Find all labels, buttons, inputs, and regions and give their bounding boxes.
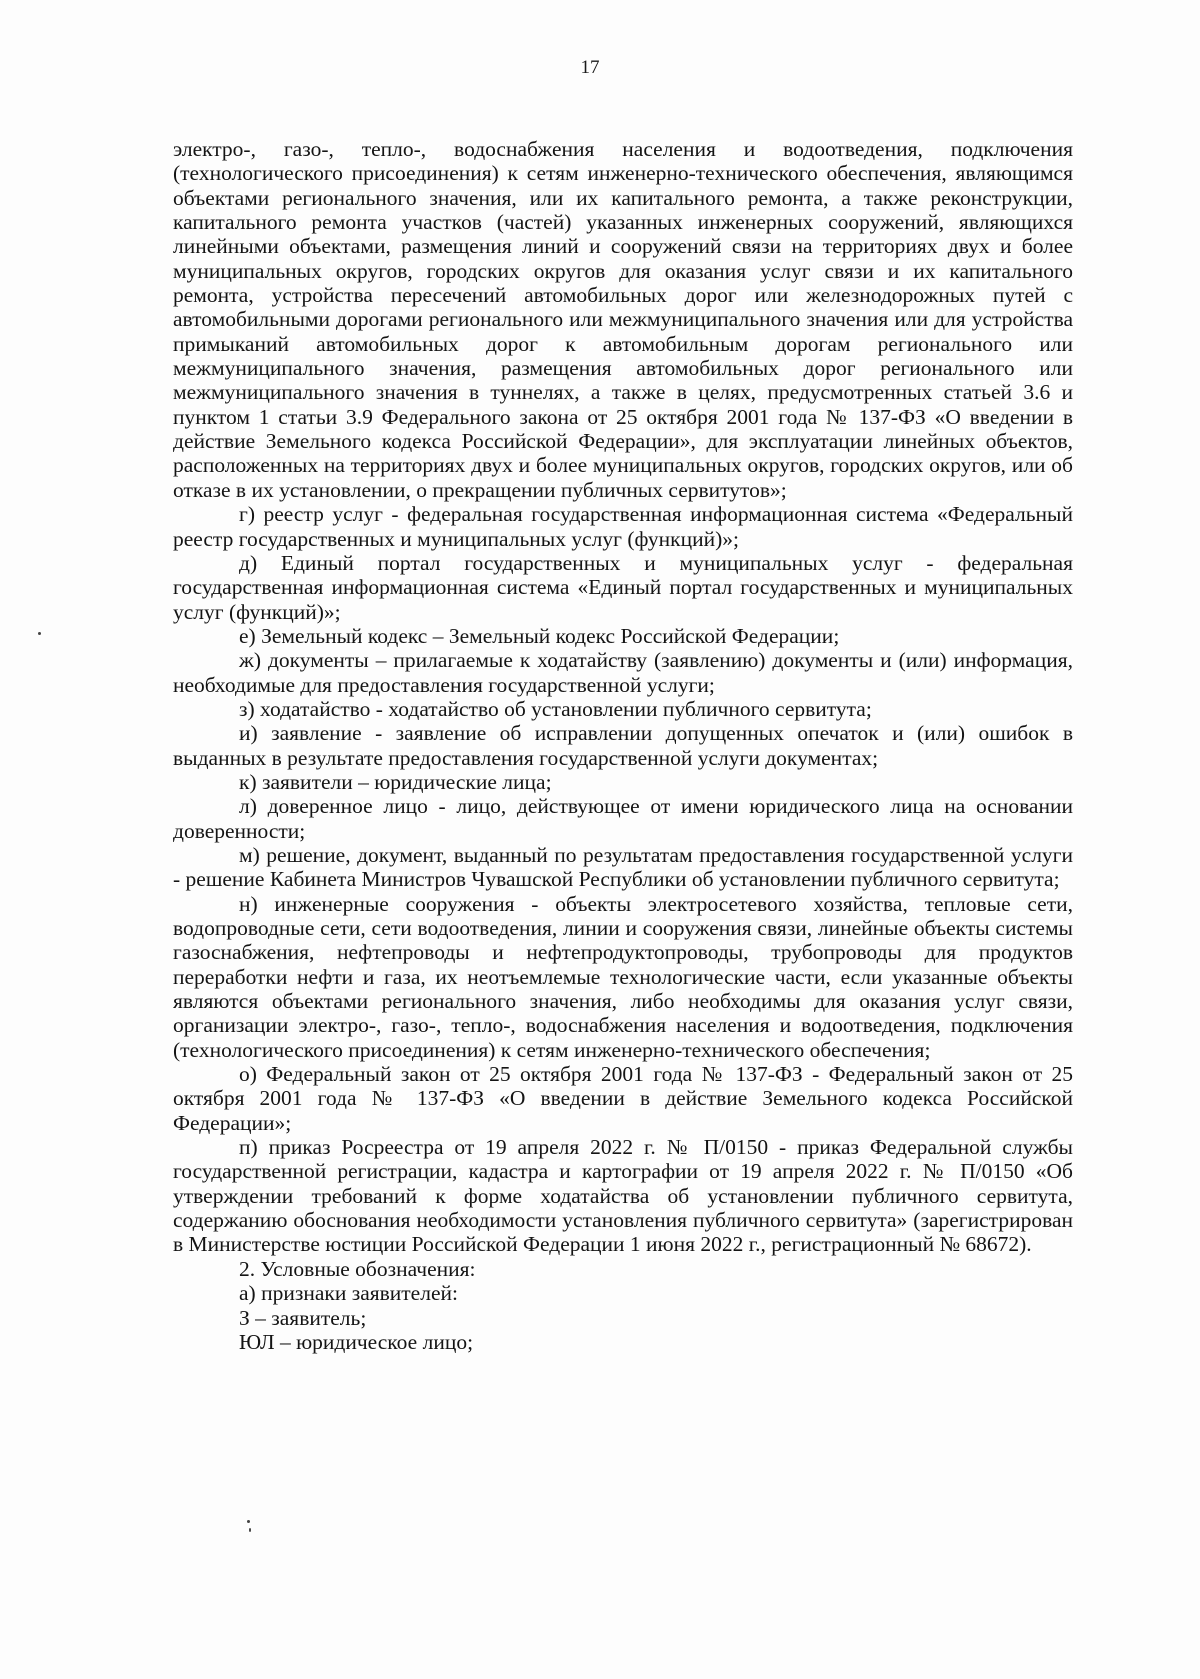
paragraph-m: м) решение, документ, выданный по результатам предоставления государственной услуги - решение Кабинета Министров Чувашской Республики об установлении публичного сервитута;	[173, 842, 1073, 892]
scan-speck	[247, 1520, 250, 1523]
paragraph-l: л) доверенное лицо - лицо, действующее от имени юридического лица на основании доверенности;	[173, 794, 1073, 843]
paragraph-i: и) заявление - заявление об исправлении допущенных опечаток и (или) ошибок в выданных в результате предоставления государственной услуги документах;	[173, 721, 1073, 770]
legend-item-z: З – заявитель;	[239, 1305, 367, 1330]
paragraph-a: а) признаки заявителей:	[239, 1281, 458, 1306]
scan-speck	[38, 632, 41, 635]
scan-speck	[249, 1528, 251, 1532]
paragraph-z: з) ходатайство - ходатайство об установлении публичного сервитута;	[239, 696, 872, 721]
paragraph-e: е) Земельный кодекс – Земельный кодекс Российской Федерации;	[239, 623, 840, 648]
paragraph-zh: ж) документы – прилагаемые к ходатайству (заявлению) документы и (или) информация, необходимые для предоставления государственной услуги;	[173, 648, 1073, 697]
paragraph-n: н) инженерные сооружения - объекты электросетевого хозяйства, тепловые сети, водопроводные сети, сети водоотведения, линии и сооружения связи, линейные объекты системы газоснабжения, нефтепроводы и нефтепродуктопроводы, трубопроводы для продуктов переработки нефти и газа, их неотъемлемые технологические части, если указанные объекты являются объектами регионального значения, либо необходимы для оказания услуг связи, организации электро-, газо-, тепло-, водоснабжения населения и водоотведения, подключения (технологического присоединения) к сетям инженерно-технического обеспечения;	[173, 891, 1073, 1062]
page-number: 17	[580, 57, 600, 78]
legend-item-yul: ЮЛ – юридическое лицо;	[239, 1329, 474, 1354]
paragraph-g: г) реестр услуг - федеральная государственная информационная система «Федеральный реестр государственных и муниципальных услуг (функций)»;	[173, 502, 1073, 551]
paragraph-k: к) заявители – юридические лица;	[239, 769, 552, 794]
paragraph-d: д) Единый портал государственных и муниципальных услуг - федеральная государственная информационная система «Единый портал государственных и муниципальных услуг (функций)»;	[173, 550, 1073, 624]
section-2-heading: 2. Условные обозначения:	[239, 1256, 476, 1281]
paragraph-p: п) приказ Росреестра от 19 апреля 2022 г. № П/0150 - приказ Федеральной службы государственной регистрации, кадастра и картографии от 19 апреля 2022 г. № П/0150 «Об утверждении требований к форме ходатайства об установлении публичного сервитута, содержанию обоснования необходимости установления публичного сервитута» (зарегистрирован в Министерстве юстиции Российской Федерации 1 июня 2022 г., регистрационный № 68672).	[173, 1135, 1073, 1257]
document-body	[173, 137, 1073, 1354]
paragraph-continuation: электро-, газо-, тепло-, водоснабжения населения и водоотведения, подключения (технологического присоединения) к сетям инженерно-технического обеспечения, являющимся объектами регионального значения, или их капитального ремонта, а также реконструкции, капитального ремонта участков (частей) указанных инженерных сооружений, являющихся линейными объектами, размещения линий и сооружений связи на территориях двух и более муниципальных округов, городских округов для оказания услуг связи и их капитального ремонта, устройства пересечений автомобильных дорог или железнодорожных путей с автомобильными дорогами регионального или межмуниципального значения или для устройства примыканий автомобильных дорог к автомобильным дорогам регионального или межмуниципального значения, размещения автомобильных дорог регионального или межмуниципального значения в туннелях, а также в целях, предусмотренных статьей 3.6 и пунктом 1 статьи 3.9 Федерального закона от 25 октября 2001 года № 137-ФЗ «О введении в действие Земельного кодекса Российской Федерации», для эксплуатации линейных объектов, расположенных на территориях двух и более муниципальных округов, городских округов, или об отказе в их установлении, о прекращении публичных сервитутов»;	[173, 137, 1073, 502]
paragraph-o: о) Федеральный закон от 25 октября 2001 года № 137-ФЗ - Федеральный закон от 25 октября 2001 года № 137-ФЗ «О введении в действие Земельного кодекса Российской Федерации»;	[173, 1062, 1073, 1135]
